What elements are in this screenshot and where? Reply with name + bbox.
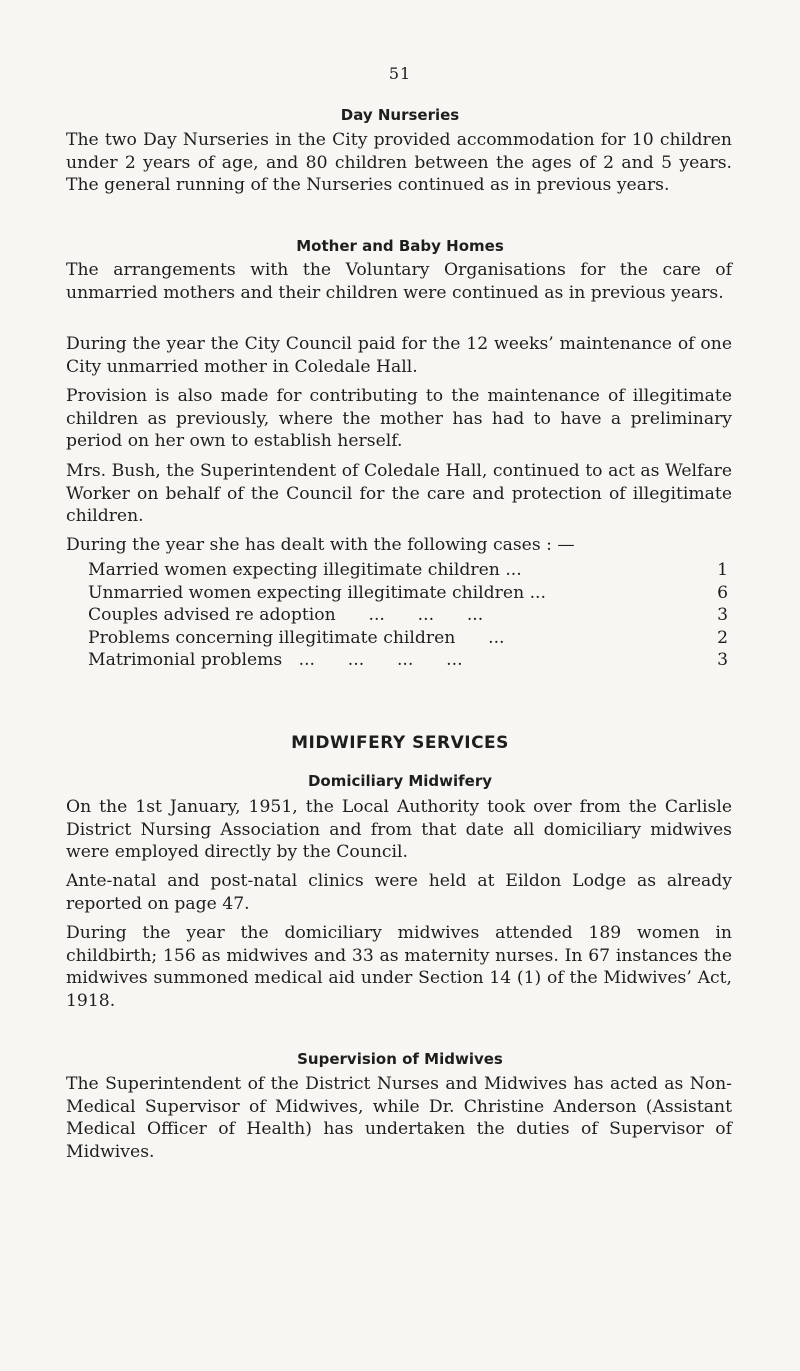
paragraph-mother-baby-2: During the year the City Council paid for the 12 weeks’ maintenance of one City unmarried mother in Coledale Hall.	[66, 334, 732, 377]
case-row	[88, 649, 728, 672]
heading-midwifery-services: MIDWIFERY SERVICES	[291, 733, 509, 753]
cases-list	[88, 559, 728, 672]
case-label: Married women expecting illegitimate children ...	[88, 560, 522, 580]
case-value: 2	[717, 627, 728, 648]
heading-domiciliary-midwifery: Domiciliary Midwifery	[307, 772, 493, 790]
case-value: 6	[717, 582, 728, 603]
paragraph-mother-baby-5: During the year she has dealt with the following cases : —	[66, 535, 575, 555]
paragraph-midwifery-1: On the 1st January, 1951, the Local Authority took over from the Carlisle District Nursing Association and from that date all domiciliary midwives were employed directly by the Council.	[66, 797, 732, 862]
heading-mother-baby-homes: Mother and Baby Homes	[296, 237, 504, 255]
case-row	[88, 559, 728, 582]
paragraph-mother-baby-1: The arrangements with the Voluntary Organisations for the care of unmarried mothers and their children were continued as in previous years.	[66, 260, 732, 303]
case-value: 1	[717, 560, 728, 580]
case-value: 3	[717, 650, 728, 671]
case-label: Unmarried women expecting illegitimate children ...	[88, 582, 546, 603]
case-row	[88, 604, 728, 627]
paragraph-mother-baby-3: Provision is also made for contributing to the maintenance of illegitimate children as previously, where the mother has had to have a preliminary period on her own to establish herself.	[66, 386, 732, 451]
case-label: Couples advised re adoption ... ... ...	[88, 605, 484, 626]
case-label: Problems concerning illegitimate children ...	[88, 627, 505, 648]
paragraph-supervision: The Superintendent of the District Nurses and Midwives has acted as Non-Medical Supervisor of Midwives, while Dr. Christine Anderson (Assistant Medical Officer of Health) has undertaken the duties of Supervisor of Midwives.	[66, 1074, 732, 1162]
case-row	[88, 582, 728, 605]
case-value: 3	[717, 605, 728, 626]
paragraph-midwifery-2: Ante-natal and post-natal clinics were held at Eildon Lodge as already reported on page 47.	[66, 871, 732, 914]
page-number: 51	[388, 64, 412, 83]
heading-day-nurseries: Day Nurseries	[340, 106, 460, 124]
paragraph-day-nurseries: The two Day Nurseries in the City provided accommodation for 10 children under 2 years of age, and 80 children between the ages of 2 and 5 years. The general running of the Nurseries continued as in previous years.	[66, 130, 732, 195]
case-row	[88, 627, 728, 650]
paragraph-mother-baby-4: Mrs. Bush, the Superintendent of Coledale Hall, continued to act as Welfare Worker on behalf of the Council for the care and protection of illegitimate children.	[66, 461, 732, 526]
heading-supervision-of-midwives: Supervision of Midwives	[297, 1050, 503, 1068]
paragraph-midwifery-3: During the year the domiciliary midwives attended 189 women in childbirth; 156 as midwives and 33 as maternity nurses. In 67 instances the midwives summoned medical aid under Section 14 (1) of the Midwives’ Act, 1918.	[66, 923, 732, 1011]
case-label: Matrimonial problems ... ... ... ...	[88, 650, 463, 671]
